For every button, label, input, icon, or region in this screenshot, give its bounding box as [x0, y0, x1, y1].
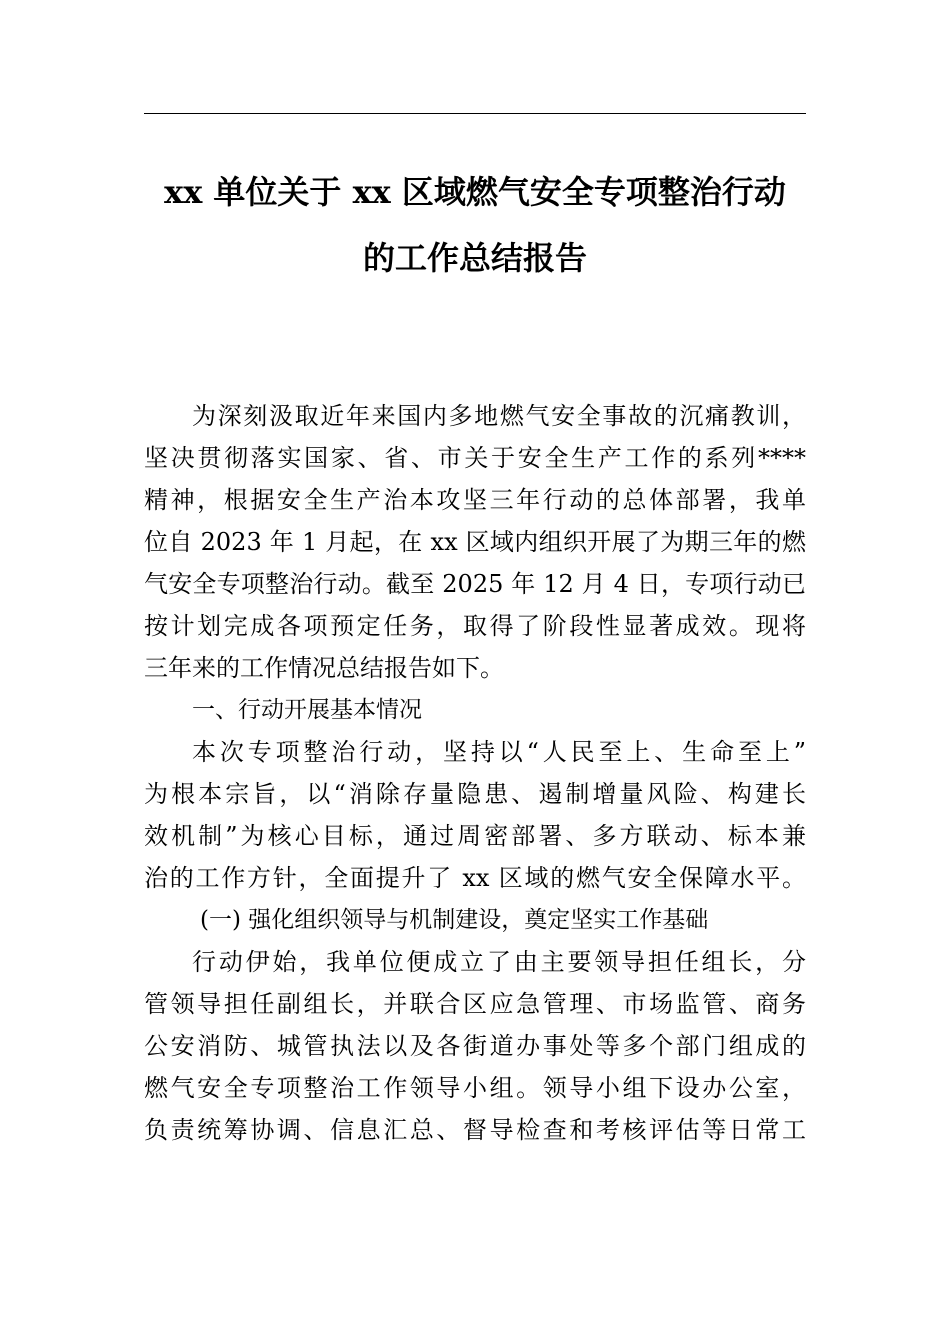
text-line: 三年来的工作情况总结报告如下。 [144, 654, 504, 682]
text-line: 行动伊始，我单位便成立了由主要领导担任组长，分 [192, 948, 806, 976]
document-title [144, 168, 806, 300]
text-line: 按计划完成各项预定任务，取得了阶段性显著成效。现将 [144, 612, 806, 640]
subsection-heading-1: (一) 强化组织领导与机制建设，奠定坚实工作基础 [200, 907, 709, 933]
text-line: 燃气安全专项整治工作领导小组。领导小组下设办公室， [144, 1074, 806, 1102]
text-line: 位自 2023 年 1 月起，在 xx 区域内组织开展了为期三年的燃 [144, 528, 806, 556]
text-line: 本次专项整治行动，坚持以“人民至上、生命至上” [192, 738, 806, 766]
paragraph-organization [144, 941, 806, 1151]
text-line: 管领导担任副组长，并联合区应急管理、市场监管、商务 [144, 990, 806, 1018]
document-body [144, 395, 806, 1151]
paragraph-overview [144, 731, 806, 899]
text-line: 精神，根据安全生产治本攻坚三年行动的总体部署，我单 [144, 486, 806, 514]
title-line-1: xx 单位关于 xx 区域燃气安全专项整治行动 [164, 173, 786, 211]
text-line: 负责统筹协调、信息汇总、督导检查和考核评估等日常工 [144, 1116, 806, 1144]
section-heading-1: 一、行动开展基本情况 [192, 697, 422, 723]
text-line: 坚决贯彻落实国家、省、市关于安全生产工作的系列**** [144, 444, 806, 472]
paragraph-intro [144, 395, 806, 689]
text-line: 治的工作方针，全面提升了 xx 区域的燃气安全保障水平。 [144, 864, 806, 892]
text-line: 公安消防、城管执法以及各街道办事处等多个部门组成的 [144, 1032, 806, 1060]
text-line: 为深刻汲取近年来国内多地燃气安全事故的沉痛教训， [192, 402, 806, 430]
text-line: 气安全专项整治行动。截至 2025 年 12 月 4 日，专项行动已 [144, 570, 806, 598]
text-line: 效机制”为核心目标，通过周密部署、多方联动、标本兼 [144, 822, 806, 850]
text-line: 为根本宗旨，以“消除存量隐患、遏制增量风险、构建长 [144, 780, 806, 808]
header-rule [144, 113, 806, 114]
title-line-2: 的工作总结报告 [362, 239, 587, 277]
